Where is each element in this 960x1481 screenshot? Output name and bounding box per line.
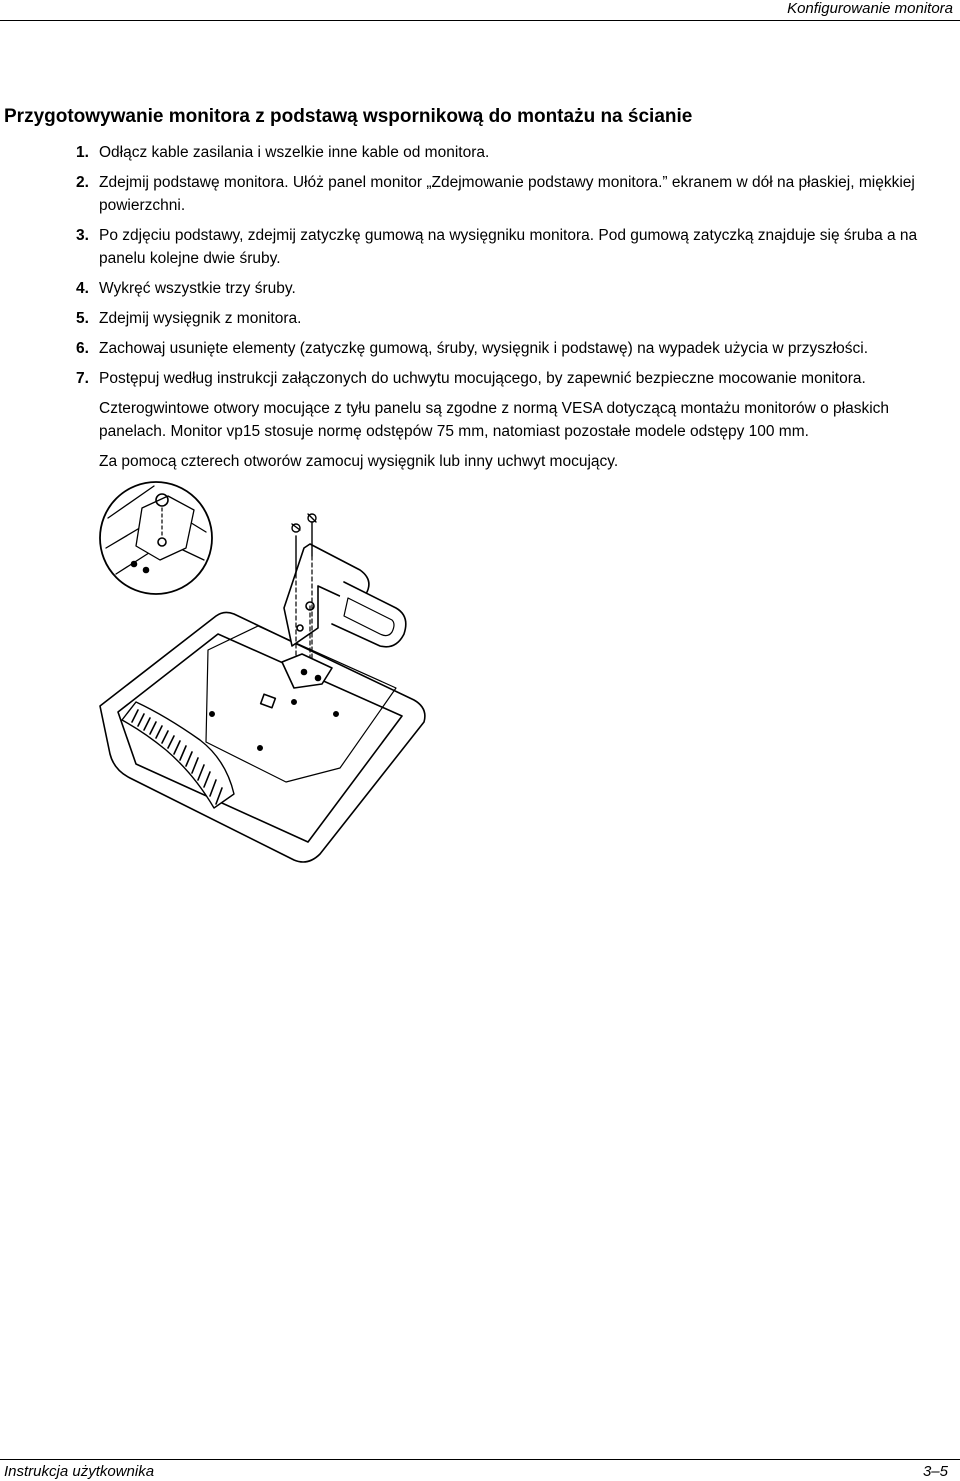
step-text: Zdejmij podstawę monitora. Ułóż panel monitor „Zdejmowanie podstawy monitora.” ekranem w dół na płaskiej, miękkiej powierzchni.	[99, 174, 915, 214]
step-6	[0, 337, 960, 360]
step-number: 7.	[76, 370, 89, 387]
running-header: Konfigurowanie monitora	[787, 0, 953, 17]
section-title: Przygotowywanie monitora z podstawą wspornikową do montażu na ścianie	[4, 106, 693, 127]
step-text: Postępuj według instrukcji załączonych do uchwytu mocującego, by zapewnić bezpieczne mocowanie monitora.	[99, 370, 866, 387]
step-text: Zachowaj usunięte elementy (zatyczkę gumową, śruby, wysięgnik i podstawę) na wypadek użycia w przyszłości.	[99, 340, 869, 357]
step-text: Odłącz kable zasilania i wszelkie inne kable od monitora.	[99, 144, 490, 161]
step-3	[0, 224, 960, 270]
step-number: 1.	[76, 144, 89, 161]
step-5	[0, 307, 960, 330]
step-text: Wykręć wszystkie trzy śruby.	[99, 280, 296, 297]
step-2	[0, 171, 960, 217]
step-1	[0, 141, 960, 164]
step-7	[0, 367, 960, 390]
step-number: 5.	[76, 310, 89, 327]
step-text: Po zdjęciu podstawy, zdejmij zatyczkę gumową na wysięgniku monitora. Pod gumową zatyczką znajduje się śruba a na panelu kolejne dwie śruby.	[99, 227, 918, 267]
header-rule	[0, 20, 960, 21]
footer-rule	[0, 1459, 960, 1460]
instruction-list	[0, 141, 960, 480]
mounting-note: Za pomocą czterech otworów zamocuj wysięgnik lub inny uchwyt mocujący.	[99, 453, 619, 470]
step-text: Zdejmij wysięgnik z monitora.	[99, 310, 302, 327]
step-number: 3.	[76, 227, 89, 244]
step-number: 2.	[76, 174, 89, 191]
footer-manual-title: Instrukcja użytkownika	[4, 1463, 155, 1480]
monitor-arm-removal-illustration	[96, 478, 436, 878]
step-4	[0, 277, 960, 300]
step-number: 6.	[76, 340, 89, 357]
step-number: 4.	[76, 280, 89, 297]
vesa-note: Czterogwintowe otwory mocujące z tyłu panelu są zgodne z normą VESA dotyczącą montażu monitorów o płaskich panelach. Monitor vp15 stosuje normę odstępów 75 mm, natomiast pozostałe modele odstępy 100 mm.	[99, 400, 890, 440]
page-number: 3–5	[922, 1463, 948, 1480]
